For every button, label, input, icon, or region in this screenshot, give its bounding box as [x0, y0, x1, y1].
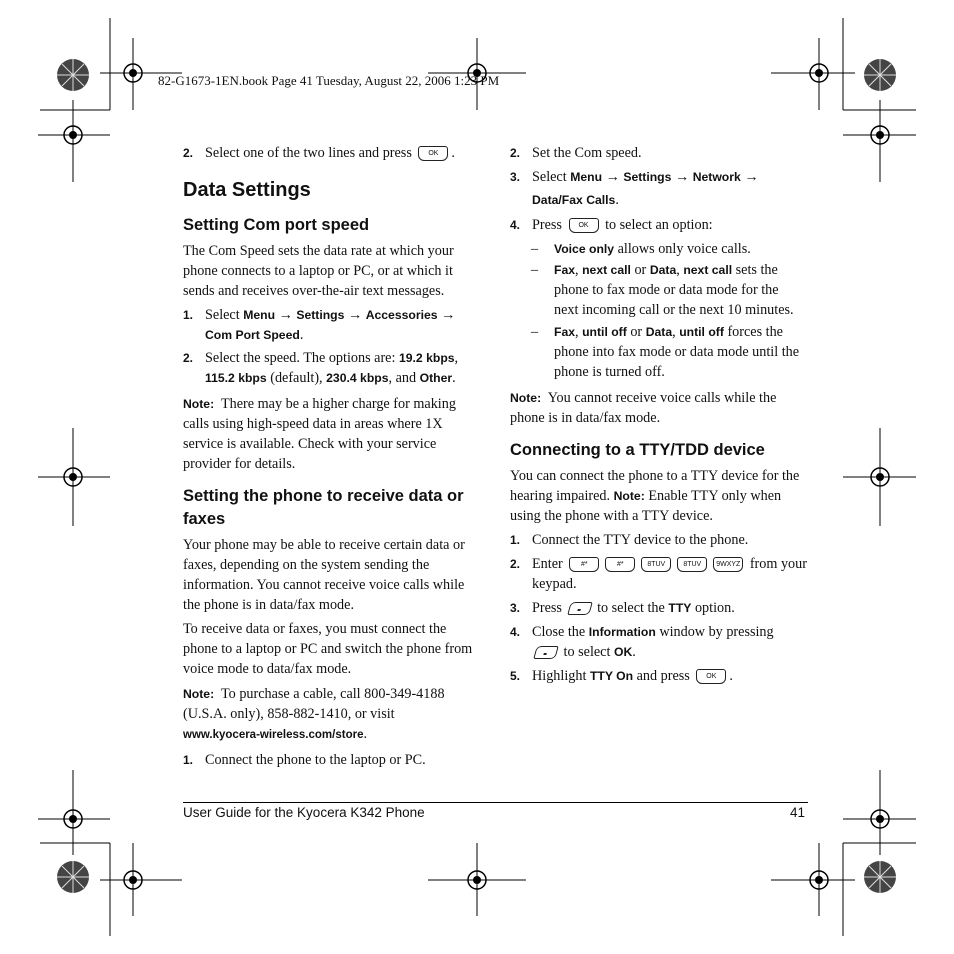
footer-rule: [183, 802, 808, 803]
footer-title: User Guide for the Kyocera K342 Phone: [183, 805, 425, 820]
ok-key-icon: OK: [418, 146, 448, 161]
pound-key-icon: #*: [605, 557, 635, 572]
key-8-icon: 8TUV: [641, 557, 671, 572]
ok-key-icon: OK: [569, 218, 599, 233]
key-8-icon: 8TUV: [677, 557, 707, 572]
section-heading-com-port: Setting Com port speed: [183, 216, 370, 234]
store-link[interactable]: www.kyocera-wireless.com/store: [183, 729, 364, 741]
nav-key-icon: [567, 602, 592, 615]
nav-key-icon: [533, 646, 558, 659]
page-title: Data Settings: [183, 179, 311, 201]
receive-data-p1: Your phone may be able to receive certain data or faxes, depending on the system sending the information. You cannot receive voice calls while the phone is in data/fax mode.: [183, 537, 465, 613]
com-port-intro: The Com Speed sets the data rate at which your phone connects to a laptop or PC, or at which it sends and receives over-the-air text messages.: [183, 243, 454, 299]
com-note: Note: There may be a higher charge for making calls using high-speed data in areas where 1X service is available. Check with your service provider for details.: [183, 396, 456, 472]
step-number: 2.: [183, 146, 194, 160]
cable-note: Note: To purchase a cable, call 800-349-4188 (U.S.A. only), 858-882-1410, or visit www.kyocera-wireless.com/store.: [183, 686, 445, 742]
section-heading-tty: Connecting to a TTY/TDD device: [510, 441, 765, 459]
section-heading-receive-data: Setting the phone to receive data or faxes: [183, 487, 464, 528]
ok-key-icon: OK: [696, 669, 726, 684]
header-stamp: 82-G1673-1EN.book Page 41 Tuesday, August 22, 2006 1:23 PM: [158, 73, 500, 88]
step-text: Select one of the two lines and press: [205, 145, 412, 161]
pound-key-icon: #*: [569, 557, 599, 572]
tty-intro: You can connect the phone to a TTY device for the hearing impaired. Note: Enable TTY only when using the phone with a TTY device.: [510, 468, 800, 524]
key-9-icon: 9WXYZ: [713, 557, 743, 572]
data-fax-note: Note: You cannot receive voice calls while the phone is in data/fax mode.: [510, 390, 777, 426]
receive-data-p2: To receive data or faxes, you must connect the phone to a laptop or PC and switch the phone from voice mode to data/fax mode.: [183, 621, 473, 677]
page-number: 41: [790, 805, 806, 820]
